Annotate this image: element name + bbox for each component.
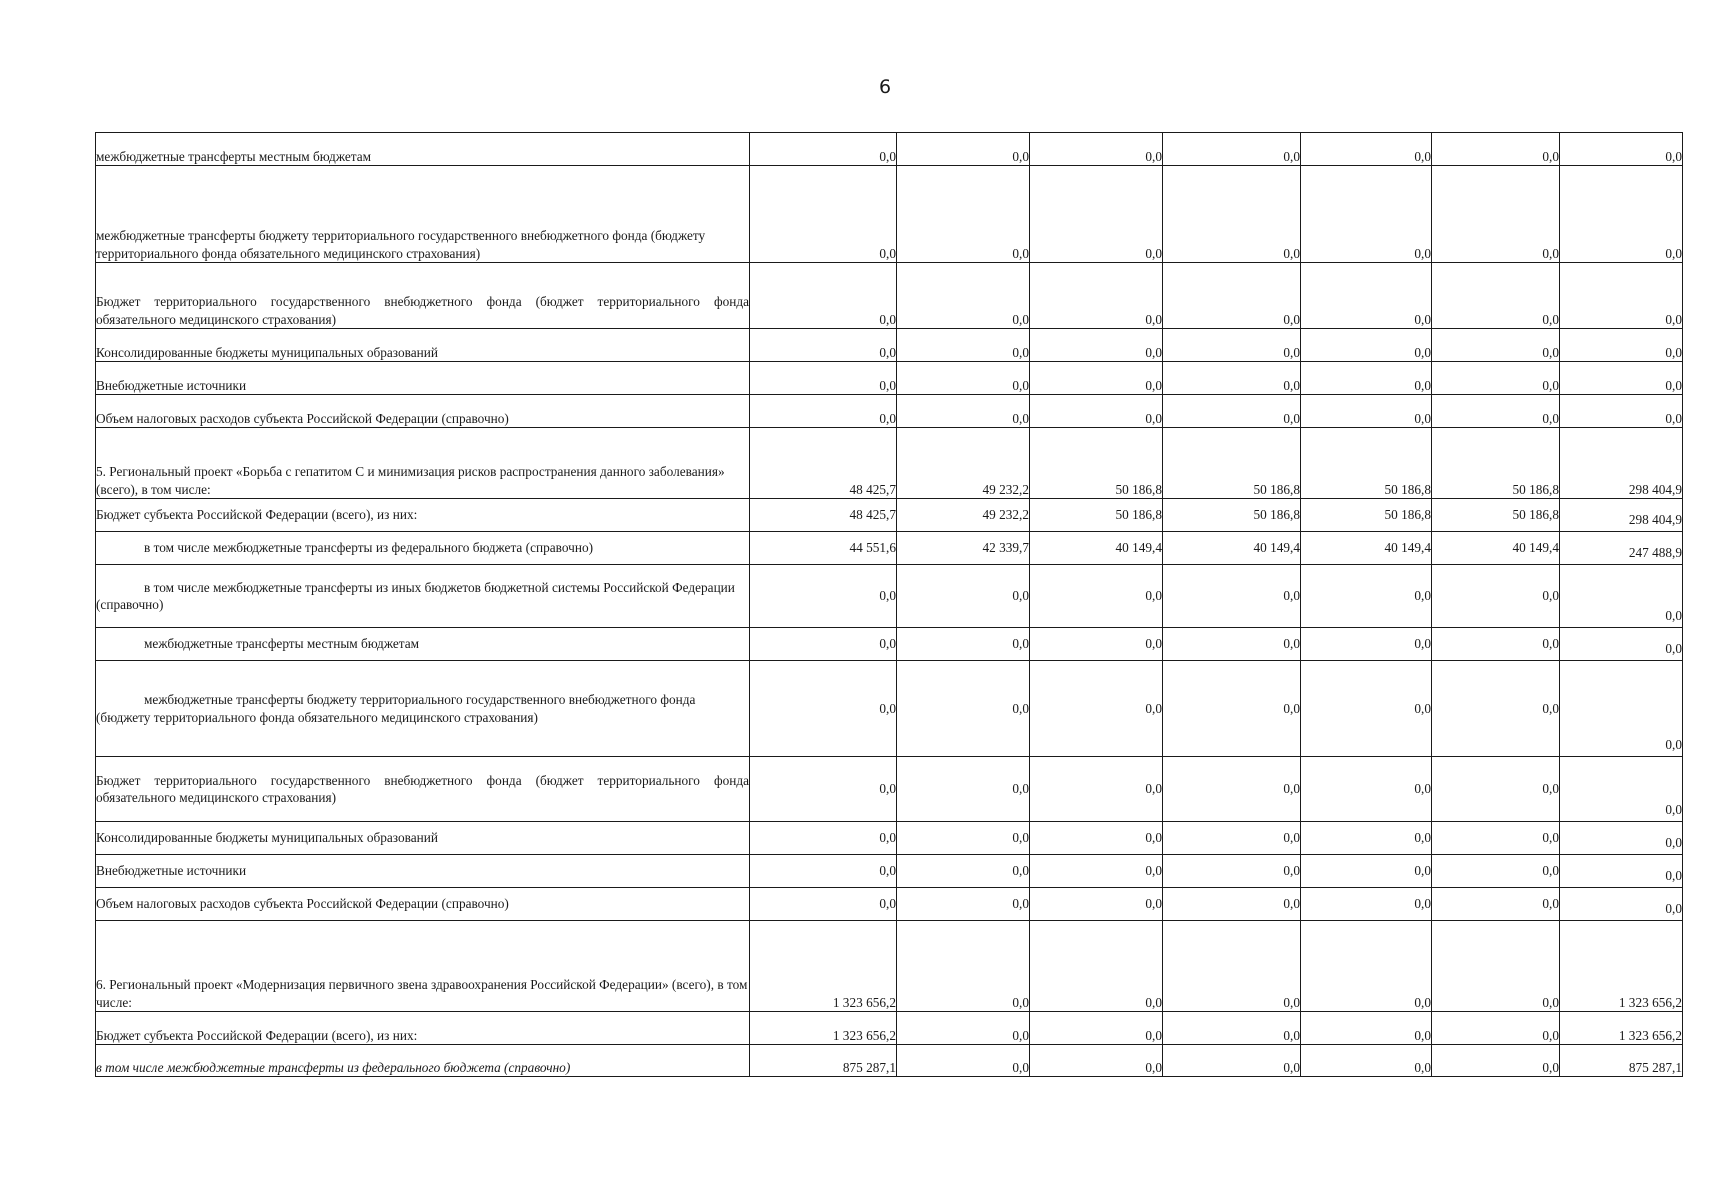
year-value-cell: 0,0: [1432, 263, 1560, 329]
year-value-cell: 0,0: [1301, 855, 1432, 888]
year-value-cell: 0,0: [897, 921, 1030, 1012]
year-value-cell: 0,0: [1301, 395, 1432, 428]
table-row: [96, 757, 1683, 822]
year-value-cell: 0,0: [897, 395, 1030, 428]
row-label-cell: [96, 565, 750, 628]
row-label: Консолидированные бюджеты муниципальных образований: [96, 830, 438, 846]
row-label-cell: [96, 532, 750, 565]
year-value-cell: 0,0: [1030, 757, 1163, 822]
table-row: [96, 628, 1683, 661]
year-value-cell: 0,0: [1030, 1012, 1163, 1045]
row-label: Консолидированные бюджеты муниципальных образований: [96, 344, 438, 360]
row-label-cell: [96, 395, 750, 428]
row-label-cell: [96, 1045, 750, 1077]
table-row: [96, 565, 1683, 628]
year-value-cell: 0,0: [1163, 1045, 1301, 1077]
total-value-cell: 0,0: [1560, 166, 1683, 263]
table-row: [96, 362, 1683, 395]
row-label: Бюджет территориального государственного внебюджетного фонда (бюджет территориального фонда обязательного медицинского страхования): [96, 294, 749, 327]
total-value-cell: 0,0: [1560, 888, 1683, 921]
row-label-cell: [96, 757, 750, 822]
total-value-cell: 0,0: [1560, 395, 1683, 428]
table-row: [96, 888, 1683, 921]
year-value-cell: 0,0: [1301, 921, 1432, 1012]
row-label-cell: [96, 661, 750, 757]
year-value-cell: 0,0: [750, 822, 897, 855]
row-label: Объем налоговых расходов субъекта Российской Федерации (справочно): [96, 896, 509, 912]
row-label: в том числе межбюджетные трансферты из иных бюджетов бюджетной системы Российской Федерации (справочно): [96, 579, 735, 612]
row-label: межбюджетные трансферты бюджету территориального государственного внебюджетного фонда (бюджету территориального фонда обязательного медицинского страхования): [96, 228, 706, 261]
year-value-cell: 0,0: [750, 888, 897, 921]
table-row: [96, 532, 1683, 565]
row-label: в том числе межбюджетные трансферты из федерального бюджета (справочно): [144, 540, 594, 556]
total-value-cell: 0,0: [1560, 329, 1683, 362]
row-label-cell: [96, 822, 750, 855]
year-value-cell: 0,0: [1163, 329, 1301, 362]
year-value-cell: 0,0: [897, 362, 1030, 395]
row-label-cell: [96, 855, 750, 888]
row-label: межбюджетные трансферты бюджету территориального государственного внебюджетного фонда (бюджету территориального фонда обязательного медицинского страхования): [96, 692, 696, 725]
year-value-cell: 0,0: [897, 166, 1030, 263]
year-value-cell: 0,0: [1030, 133, 1163, 166]
table-row: [96, 661, 1683, 757]
row-label-cell: [96, 166, 750, 263]
year-value-cell: 0,0: [1301, 166, 1432, 263]
year-value-cell: 0,0: [1432, 661, 1560, 757]
year-value-cell: 1 323 656,2: [750, 1012, 897, 1045]
year-value-cell: 0,0: [1301, 133, 1432, 166]
year-value-cell: 0,0: [897, 822, 1030, 855]
year-value-cell: 0,0: [1301, 362, 1432, 395]
year-value-cell: 0,0: [897, 1045, 1030, 1077]
year-value-cell: 0,0: [1432, 757, 1560, 822]
year-value-cell: 0,0: [1432, 822, 1560, 855]
total-value-cell: 0,0: [1560, 855, 1683, 888]
row-label-cell: [96, 1012, 750, 1045]
row-label-cell: [96, 628, 750, 661]
year-value-cell: 0,0: [1163, 628, 1301, 661]
year-value-cell: 0,0: [1030, 329, 1163, 362]
year-value-cell: 0,0: [1030, 661, 1163, 757]
row-label-cell: [96, 133, 750, 166]
row-label: Бюджет территориального государственного внебюджетного фонда (бюджет территориального фонда обязательного медицинского страхования): [96, 772, 749, 805]
year-value-cell: 49 232,2: [897, 428, 1030, 499]
year-value-cell: 0,0: [1030, 395, 1163, 428]
total-value-cell: 298 404,9: [1560, 499, 1683, 532]
year-value-cell: 50 186,8: [1301, 499, 1432, 532]
year-value-cell: 0,0: [1163, 888, 1301, 921]
year-value-cell: 50 186,8: [1030, 428, 1163, 499]
year-value-cell: 0,0: [1301, 1012, 1432, 1045]
year-value-cell: 875 287,1: [750, 1045, 897, 1077]
year-value-cell: 0,0: [1163, 921, 1301, 1012]
year-value-cell: 0,0: [1163, 822, 1301, 855]
row-label: 6. Региональный проект «Модернизация первичного звена здравоохранения Российской Федерации» (всего), в том числе:: [96, 977, 748, 1010]
total-value-cell: 298 404,9: [1560, 428, 1683, 499]
year-value-cell: 0,0: [1163, 565, 1301, 628]
year-value-cell: 50 186,8: [1432, 499, 1560, 532]
year-value-cell: 0,0: [750, 661, 897, 757]
year-value-cell: 0,0: [1432, 1045, 1560, 1077]
budget-table: [95, 132, 1683, 1077]
total-value-cell: 0,0: [1560, 661, 1683, 757]
year-value-cell: 0,0: [1301, 329, 1432, 362]
row-label: межбюджетные трансферты местным бюджетам: [144, 636, 420, 652]
year-value-cell: 0,0: [1301, 628, 1432, 661]
table-row: [96, 1012, 1683, 1045]
table-row: [96, 499, 1683, 532]
year-value-cell: 0,0: [1432, 133, 1560, 166]
year-value-cell: 0,0: [1432, 1012, 1560, 1045]
row-label-cell: [96, 499, 750, 532]
year-value-cell: 0,0: [1163, 757, 1301, 822]
year-value-cell: 0,0: [1030, 822, 1163, 855]
table-row: [96, 428, 1683, 499]
year-value-cell: 40 149,4: [1030, 532, 1163, 565]
row-label: межбюджетные трансферты местным бюджетам: [96, 148, 372, 164]
year-value-cell: 0,0: [1030, 362, 1163, 395]
row-label: в том числе межбюджетные трансферты из федерального бюджета (справочно): [96, 1059, 571, 1075]
total-value-cell: 0,0: [1560, 362, 1683, 395]
total-value-cell: 0,0: [1560, 565, 1683, 628]
year-value-cell: 0,0: [750, 395, 897, 428]
year-value-cell: 0,0: [1301, 565, 1432, 628]
table-row: [96, 1045, 1683, 1077]
total-value-cell: 0,0: [1560, 757, 1683, 822]
year-value-cell: 0,0: [1163, 133, 1301, 166]
total-value-cell: 0,0: [1560, 822, 1683, 855]
total-value-cell: 247 488,9: [1560, 532, 1683, 565]
table-row: [96, 855, 1683, 888]
year-value-cell: 0,0: [750, 263, 897, 329]
table-row: [96, 822, 1683, 855]
year-value-cell: 0,0: [1163, 855, 1301, 888]
year-value-cell: 0,0: [750, 565, 897, 628]
year-value-cell: 0,0: [1163, 166, 1301, 263]
table-row: [96, 921, 1683, 1012]
year-value-cell: 1 323 656,2: [750, 921, 897, 1012]
year-value-cell: 0,0: [1030, 565, 1163, 628]
year-value-cell: 48 425,7: [750, 428, 897, 499]
row-label-cell: [96, 888, 750, 921]
year-value-cell: 40 149,4: [1301, 532, 1432, 565]
row-label: Объем налоговых расходов субъекта Российской Федерации (справочно): [96, 410, 509, 426]
year-value-cell: 0,0: [897, 855, 1030, 888]
year-value-cell: 0,0: [897, 1012, 1030, 1045]
year-value-cell: 40 149,4: [1163, 532, 1301, 565]
year-value-cell: 0,0: [897, 888, 1030, 921]
table-row: [96, 133, 1683, 166]
year-value-cell: 0,0: [1030, 263, 1163, 329]
row-label: Бюджет субъекта Российской Федерации (всего), из них:: [96, 1027, 418, 1043]
row-label-cell: [96, 428, 750, 499]
row-label: Внебюджетные источники: [96, 377, 247, 393]
year-value-cell: 0,0: [750, 329, 897, 362]
year-value-cell: 40 149,4: [1432, 532, 1560, 565]
year-value-cell: 0,0: [1030, 1045, 1163, 1077]
year-value-cell: 0,0: [1301, 757, 1432, 822]
year-value-cell: 49 232,2: [897, 499, 1030, 532]
year-value-cell: 0,0: [1030, 166, 1163, 263]
year-value-cell: 0,0: [750, 362, 897, 395]
year-value-cell: 0,0: [1030, 888, 1163, 921]
year-value-cell: 0,0: [1030, 921, 1163, 1012]
year-value-cell: 0,0: [750, 757, 897, 822]
table-row: [96, 329, 1683, 362]
year-value-cell: 0,0: [1432, 628, 1560, 661]
year-value-cell: 0,0: [1301, 263, 1432, 329]
year-value-cell: 50 186,8: [1163, 428, 1301, 499]
year-value-cell: 0,0: [1432, 395, 1560, 428]
row-label: Внебюджетные источники: [96, 863, 247, 879]
year-value-cell: 0,0: [750, 855, 897, 888]
row-label-cell: [96, 921, 750, 1012]
year-value-cell: 0,0: [1163, 395, 1301, 428]
year-value-cell: 0,0: [1432, 329, 1560, 362]
year-value-cell: 0,0: [897, 133, 1030, 166]
year-value-cell: 0,0: [1301, 661, 1432, 757]
year-value-cell: 0,0: [1432, 855, 1560, 888]
table-row: [96, 395, 1683, 428]
year-value-cell: 0,0: [1432, 166, 1560, 263]
year-value-cell: 0,0: [1301, 888, 1432, 921]
year-value-cell: 44 551,6: [750, 532, 897, 565]
year-value-cell: 0,0: [897, 329, 1030, 362]
year-value-cell: 0,0: [897, 661, 1030, 757]
year-value-cell: 48 425,7: [750, 499, 897, 532]
total-value-cell: 0,0: [1560, 628, 1683, 661]
year-value-cell: 0,0: [750, 133, 897, 166]
row-label-cell: [96, 263, 750, 329]
year-value-cell: 0,0: [1432, 921, 1560, 1012]
year-value-cell: 0,0: [750, 166, 897, 263]
year-value-cell: 0,0: [897, 565, 1030, 628]
year-value-cell: 42 339,7: [897, 532, 1030, 565]
year-value-cell: 0,0: [1030, 628, 1163, 661]
year-value-cell: 0,0: [1030, 855, 1163, 888]
row-label: 5. Региональный проект «Борьба с гепатитом С и минимизация рисков распространения данного заболевания» (всего), в том числе:: [96, 464, 725, 497]
year-value-cell: 0,0: [1163, 1012, 1301, 1045]
total-value-cell: 875 287,1: [1560, 1045, 1683, 1077]
page-number: 6: [878, 76, 892, 98]
year-value-cell: 0,0: [897, 628, 1030, 661]
total-value-cell: 1 323 656,2: [1560, 1012, 1683, 1045]
table-row: [96, 263, 1683, 329]
table-row: [96, 166, 1683, 263]
total-value-cell: 0,0: [1560, 263, 1683, 329]
year-value-cell: 0,0: [1301, 822, 1432, 855]
year-value-cell: 0,0: [897, 263, 1030, 329]
row-label: Бюджет субъекта Российской Федерации (всего), из них:: [96, 507, 418, 523]
total-value-cell: 1 323 656,2: [1560, 921, 1683, 1012]
year-value-cell: 0,0: [1432, 565, 1560, 628]
row-label-cell: [96, 362, 750, 395]
row-label-cell: [96, 329, 750, 362]
year-value-cell: 50 186,8: [1432, 428, 1560, 499]
year-value-cell: 0,0: [1432, 888, 1560, 921]
year-value-cell: 0,0: [1163, 362, 1301, 395]
year-value-cell: 0,0: [1163, 661, 1301, 757]
year-value-cell: 0,0: [1163, 263, 1301, 329]
year-value-cell: 0,0: [1301, 1045, 1432, 1077]
year-value-cell: 50 186,8: [1030, 499, 1163, 532]
year-value-cell: 50 186,8: [1301, 428, 1432, 499]
year-value-cell: 50 186,8: [1163, 499, 1301, 532]
year-value-cell: 0,0: [750, 628, 897, 661]
total-value-cell: 0,0: [1560, 133, 1683, 166]
year-value-cell: 0,0: [897, 757, 1030, 822]
year-value-cell: 0,0: [1432, 362, 1560, 395]
